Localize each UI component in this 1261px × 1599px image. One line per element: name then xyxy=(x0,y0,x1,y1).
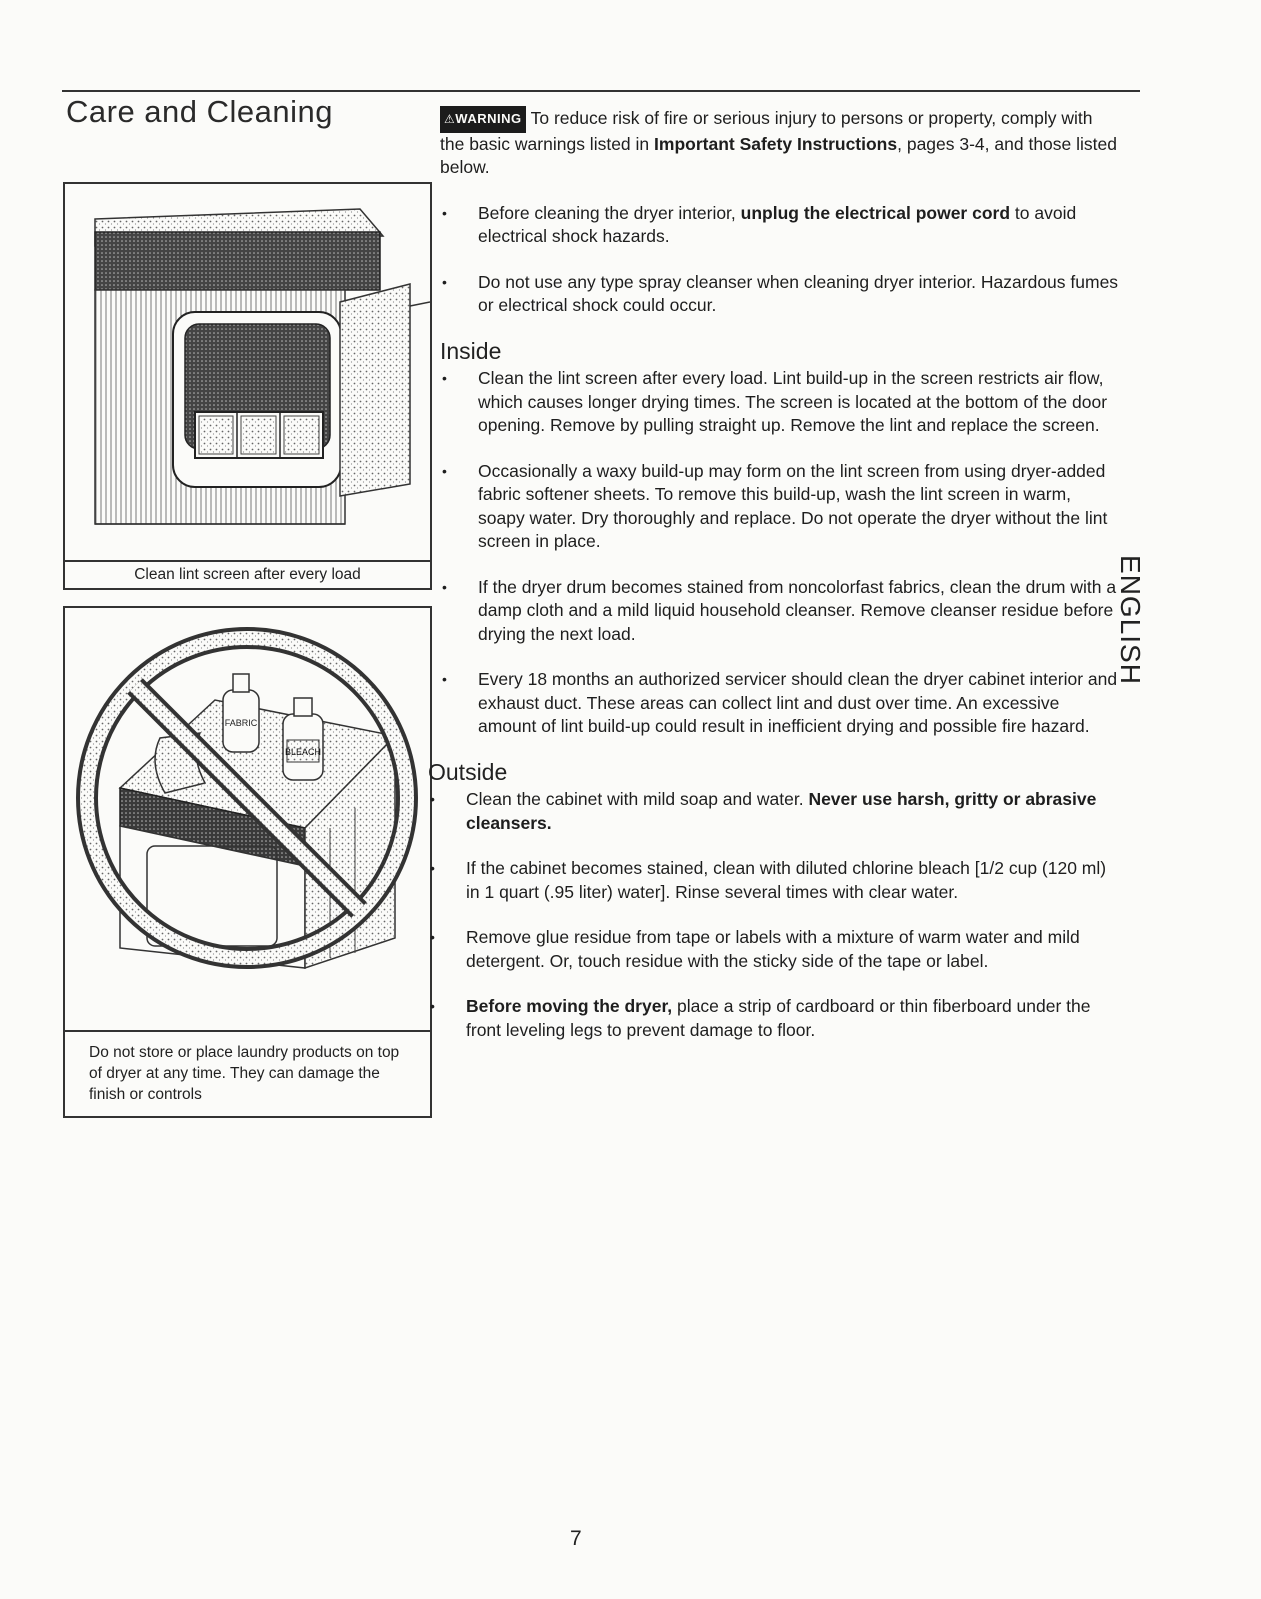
dryer-door-illustration xyxy=(65,184,430,558)
list-item: • Clean the lint screen after every load. Lint build-up in the screen restricts air flow, which causes longer drying times. The screen is located at the bottom of the door opening. Remove by pulling straight up. Remove the lint and replace the screen. xyxy=(440,367,1120,438)
header-rule xyxy=(62,90,1140,92)
prohibited-products-illustration xyxy=(65,608,430,1028)
warning-paragraph: ⚠WARNING To reduce risk of fire or serious injury to persons or property, comply with the basic warnings listed in Important Safety Instructions, pages 3-4, and those listed below. xyxy=(440,108,1117,177)
list-item: • Every 18 months an authorized servicer should clean the dryer cabinet interior and exhaust duct. These areas can collect lint and dust over time. An excessive amount of lint build-up could result in inefficient drying and possible fire hazard. xyxy=(440,668,1120,739)
list-item: • If the dryer drum becomes stained from noncolorfast fabrics, clean the drum with a damp cloth and a mild liquid household cleanser. Remove cleanser residue before drying the next load. xyxy=(440,576,1120,647)
lint-screen-figure xyxy=(63,182,432,590)
no-storage-figure-caption: Do not store or place laundry products on top of dryer at any time. They can damage the finish or controls xyxy=(65,1030,430,1116)
bottle2-label: BLEACH xyxy=(284,747,322,757)
warning-badge: ⚠WARNING xyxy=(440,106,526,133)
inside-heading: Inside xyxy=(440,337,502,364)
list-item: • Occasionally a waxy build-up may form on the lint screen from using dryer-added fabric softener sheets. To remove this build-up, wash the lint screen in warm, soapy water. Dry thoroughly and replace. Do not operate the dryer without the lint screen in place. xyxy=(440,460,1120,554)
page-title: Care and Cleaning xyxy=(66,94,334,129)
inside-section xyxy=(440,337,1120,739)
list-item: • Remove glue residue from tape or labels with a mixture of warm water and mild detergent. Or, touch residue with the sticky side of the tape or label. xyxy=(428,926,1120,973)
outside-list xyxy=(428,788,1120,1042)
warning-triangle-icon: ⚠ xyxy=(444,112,456,126)
list-item: • Clean the cabinet with mild soap and water. Never use harsh, gritty or abrasive cleansers. xyxy=(428,788,1120,835)
bottle1-label: FABRIC xyxy=(224,718,258,728)
page-number: 7 xyxy=(570,1527,582,1550)
lint-figure-caption: Clean lint screen after every load xyxy=(65,560,430,588)
language-side-tab: ENGLISH xyxy=(1115,555,1146,685)
list-item: • Do not use any type spray cleanser when cleaning dryer interior. Hazardous fumes or electrical shock could occur. xyxy=(440,271,1120,318)
warning-list xyxy=(440,202,1120,318)
no-storage-figure xyxy=(63,606,432,1118)
list-item: • Before cleaning the dryer interior, unplug the electrical power cord to avoid electrical shock hazards. xyxy=(440,202,1120,249)
list-item: • If the cabinet becomes stained, clean with diluted chlorine bleach [1/2 cup (120 ml) in 1 quart (.95 liter) water]. Rinse several times with clear water. xyxy=(428,857,1120,904)
outside-heading: Outside xyxy=(428,758,508,785)
main-content xyxy=(428,106,1120,1064)
list-item: • Before moving the dryer, place a strip of cardboard or thin fiberboard under the front leveling legs to prevent damage to floor. xyxy=(428,995,1120,1042)
outside-section xyxy=(428,758,1120,1043)
inside-list xyxy=(440,367,1120,739)
